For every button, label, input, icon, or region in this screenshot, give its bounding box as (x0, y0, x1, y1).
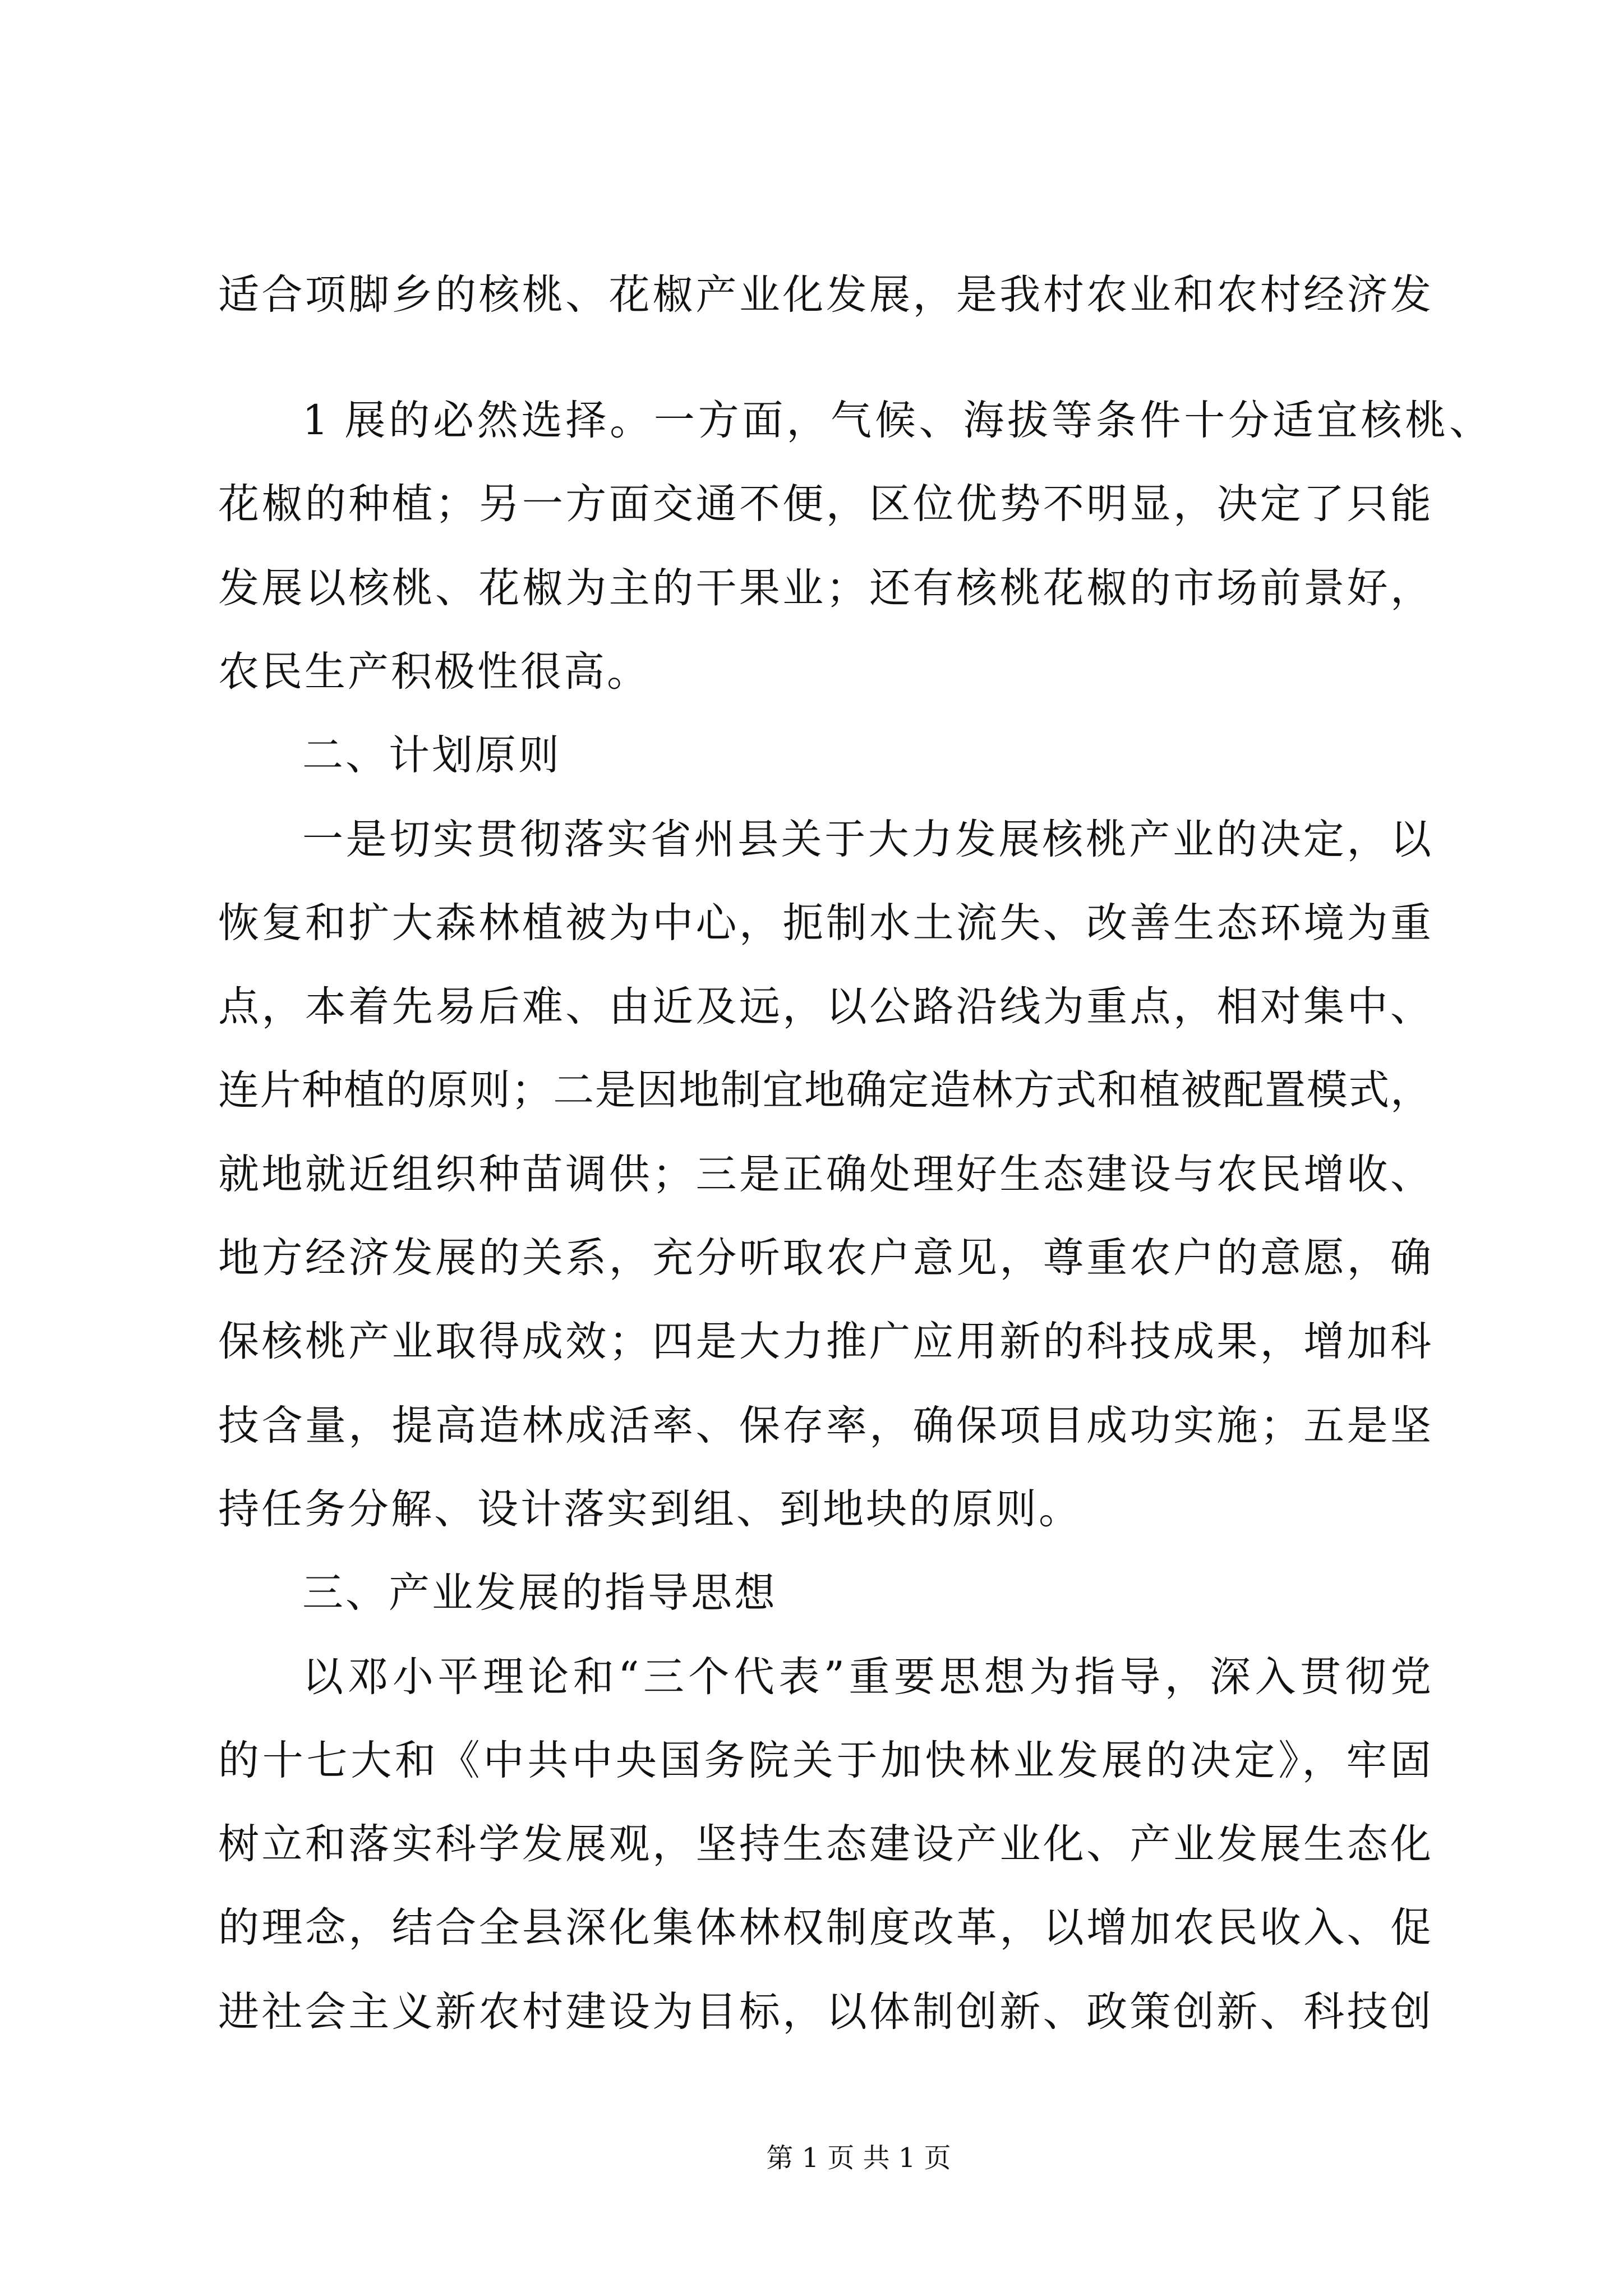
text-line: 持任务分解、设计落实到组、到地块的原则。 (218, 1485, 1082, 1533)
text-line: 树立和落实科学发展观，坚持生态建设产业化、产业发展生态化 (218, 1820, 1431, 1868)
text-line: 一是切实贯彻落实省州县关于大力发展核桃产业的决定，以 (302, 816, 1431, 863)
text-line: 花椒的种植；另一方面交通不便，区位优势不明显，决定了只能 (218, 480, 1431, 528)
text-line: 连片种植的原则；二是因地制宜地确定造林方式和植被配置模式， (218, 1066, 1431, 1114)
text-line: 以邓小平理论和“三个代表”重要思想为指导，深入贯彻党 (302, 1653, 1431, 1701)
text-line: 的十七大和《中共中央国务院关于加快林业发展的决定》，牢固 (218, 1737, 1431, 1784)
text-line: 农民生产积极性很高。 (218, 648, 650, 696)
text-line: 点，本着先易后难、由近及远，以公路沿线为重点，相对集中、 (218, 983, 1431, 1030)
section-heading: 二、计划原则 (302, 731, 561, 779)
text-line: 保核桃产业取得成效；四是大力推广应用新的科技成果，增加科 (218, 1318, 1431, 1365)
text-line: 1 展的必然选择。一方面，气候、海拔等条件十分适宜核桃、 (302, 397, 1490, 444)
text-line: 地方经济发展的关系，充分听取农户意见，尊重农户的意愿，确 (218, 1234, 1431, 1282)
text-line: 的理念，结合全县深化集体林权制度改革，以增加农民收入、促 (218, 1904, 1431, 1952)
text-line: 就地就近组织种苗调供；三是正确处理好生态建设与农民增收、 (218, 1151, 1431, 1198)
text-line: 恢复和扩大森林植被为中心，扼制水土流失、改善生态环境为重 (218, 899, 1431, 947)
text-line: 技含量，提高造林成活率、保存率，确保项目成功实施；五是坚 (218, 1402, 1431, 1450)
carryover-text-line: 适合项脚乡的核桃、花椒产业化发展，是我村农业和农村经济发 (218, 271, 1431, 319)
text-line: 进社会主义新农村建设为目标，以体制创新、政策创新、科技创 (218, 1988, 1431, 2036)
page-footer: 第 1 页 共 1 页 (766, 2142, 951, 2174)
text-line: 发展以核桃、花椒为主的干果业；还有核桃花椒的市场前景好， (218, 564, 1431, 612)
section-heading: 三、产业发展的指导思想 (302, 1569, 777, 1617)
